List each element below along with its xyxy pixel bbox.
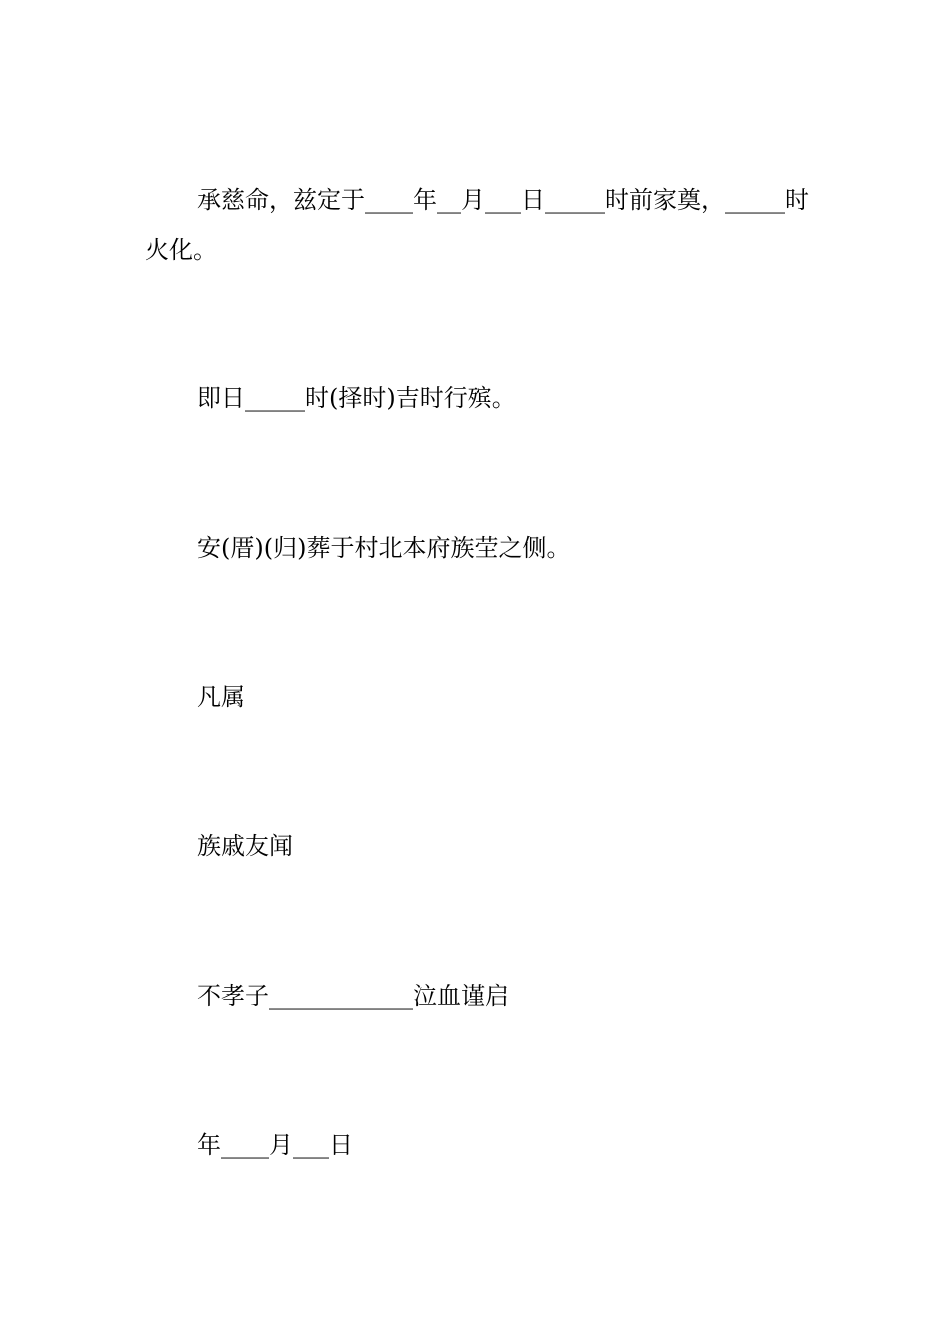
- paragraph-signature: 不孝子____________泣血谨启: [197, 982, 509, 1010]
- paragraph-relatives-friends: 族戚友闻: [197, 832, 293, 860]
- paragraph-burial-place: 安(厝)(归)葬于村北本府族茔之侧。: [197, 534, 571, 562]
- paragraph-funeral-schedule: 承慈命，兹定于____年__月___日_____时前家奠，_____时火化。: [145, 186, 809, 264]
- paragraph-procession-time: 即日_____时(择时)吉时行殡。: [197, 384, 516, 412]
- paragraph-addressee: 凡属: [197, 683, 245, 711]
- paragraph-date: 年____月___日: [197, 1131, 353, 1159]
